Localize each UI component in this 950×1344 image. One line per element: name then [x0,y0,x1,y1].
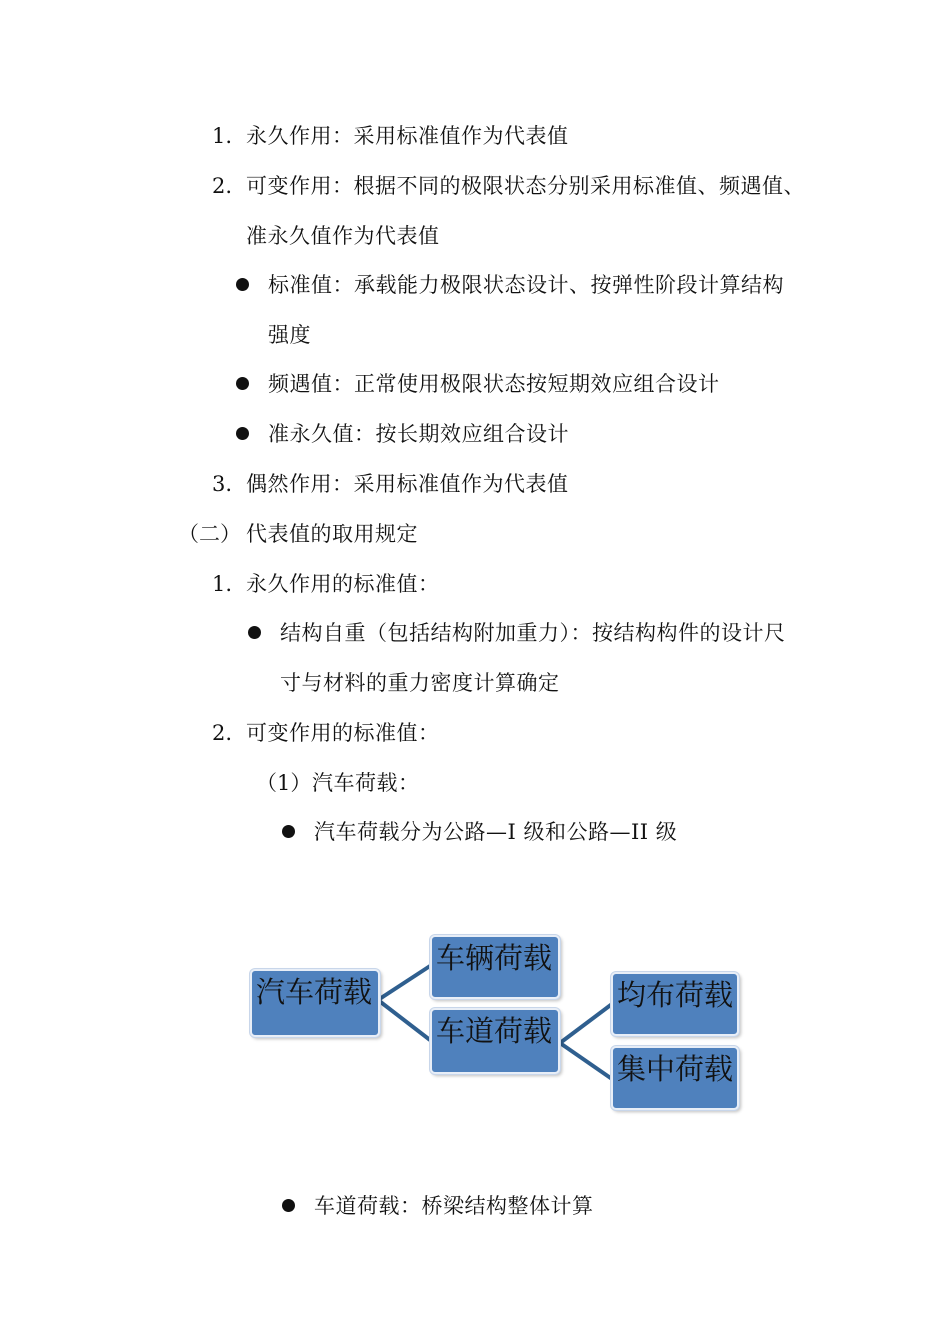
bullet-text-continued: 寸与材料的重力密度计算确定 [280,671,560,695]
bullet-text-continued: 强度 [268,323,311,347]
sub-item-label: （1） [256,771,312,795]
diagram-node-concentrated-load: 集中荷载 [611,1046,739,1110]
bullet-text: 标准值：承载能力极限状态设计、按弹性阶段计算结构 [268,273,784,297]
section-title: 代表值的取用规定 [246,522,418,546]
list-item-text-continued: 准永久值作为代表值 [246,224,440,248]
bullet-text: 频遇值：正常使用极限状态按短期效应组合设计 [268,372,720,396]
bullet-text: 汽车荷载分为公路—I 级和公路—II 级 [314,820,678,844]
section-label: （二） [178,522,241,546]
sub-item-text: 汽车荷载： [312,771,420,795]
list-item-text: 永久作用的标准值： [246,572,440,596]
list-item-text: 可变作用：根据不同的极限状态分别采用标准值、频遇值、 [246,174,805,198]
list-number: 1. [212,572,233,596]
diagram-node-lane-load: 车道荷载 [430,1008,560,1074]
diagram-node-vehicle-load: 车辆荷载 [430,935,560,999]
connector-level1-to-level2 [560,1004,612,1079]
connector-root-to-level1 [378,966,430,1040]
bullet-text: 车道荷载：桥梁结构整体计算 [314,1194,594,1218]
list-number: 3. [212,472,233,496]
list-number: 1. [212,124,233,148]
diagram-node-root: 汽车荷载 [250,969,380,1037]
diagram-node-distributed-load: 均布荷载 [611,972,739,1036]
bullet-text: 准永久值：按长期效应组合设计 [268,422,569,446]
bullet-text: 结构自重（包括结构附加重力）：按结构构件的设计尺 [280,621,786,645]
list-item-text: 可变作用的标准值： [246,721,440,745]
list-number: 2. [212,174,233,198]
list-number: 2. [212,721,233,745]
list-item-text: 永久作用：采用标准值作为代表值 [246,124,569,148]
bullet-icon [282,1199,295,1212]
list-item-text: 偶然作用：采用标准值作为代表值 [246,472,569,496]
